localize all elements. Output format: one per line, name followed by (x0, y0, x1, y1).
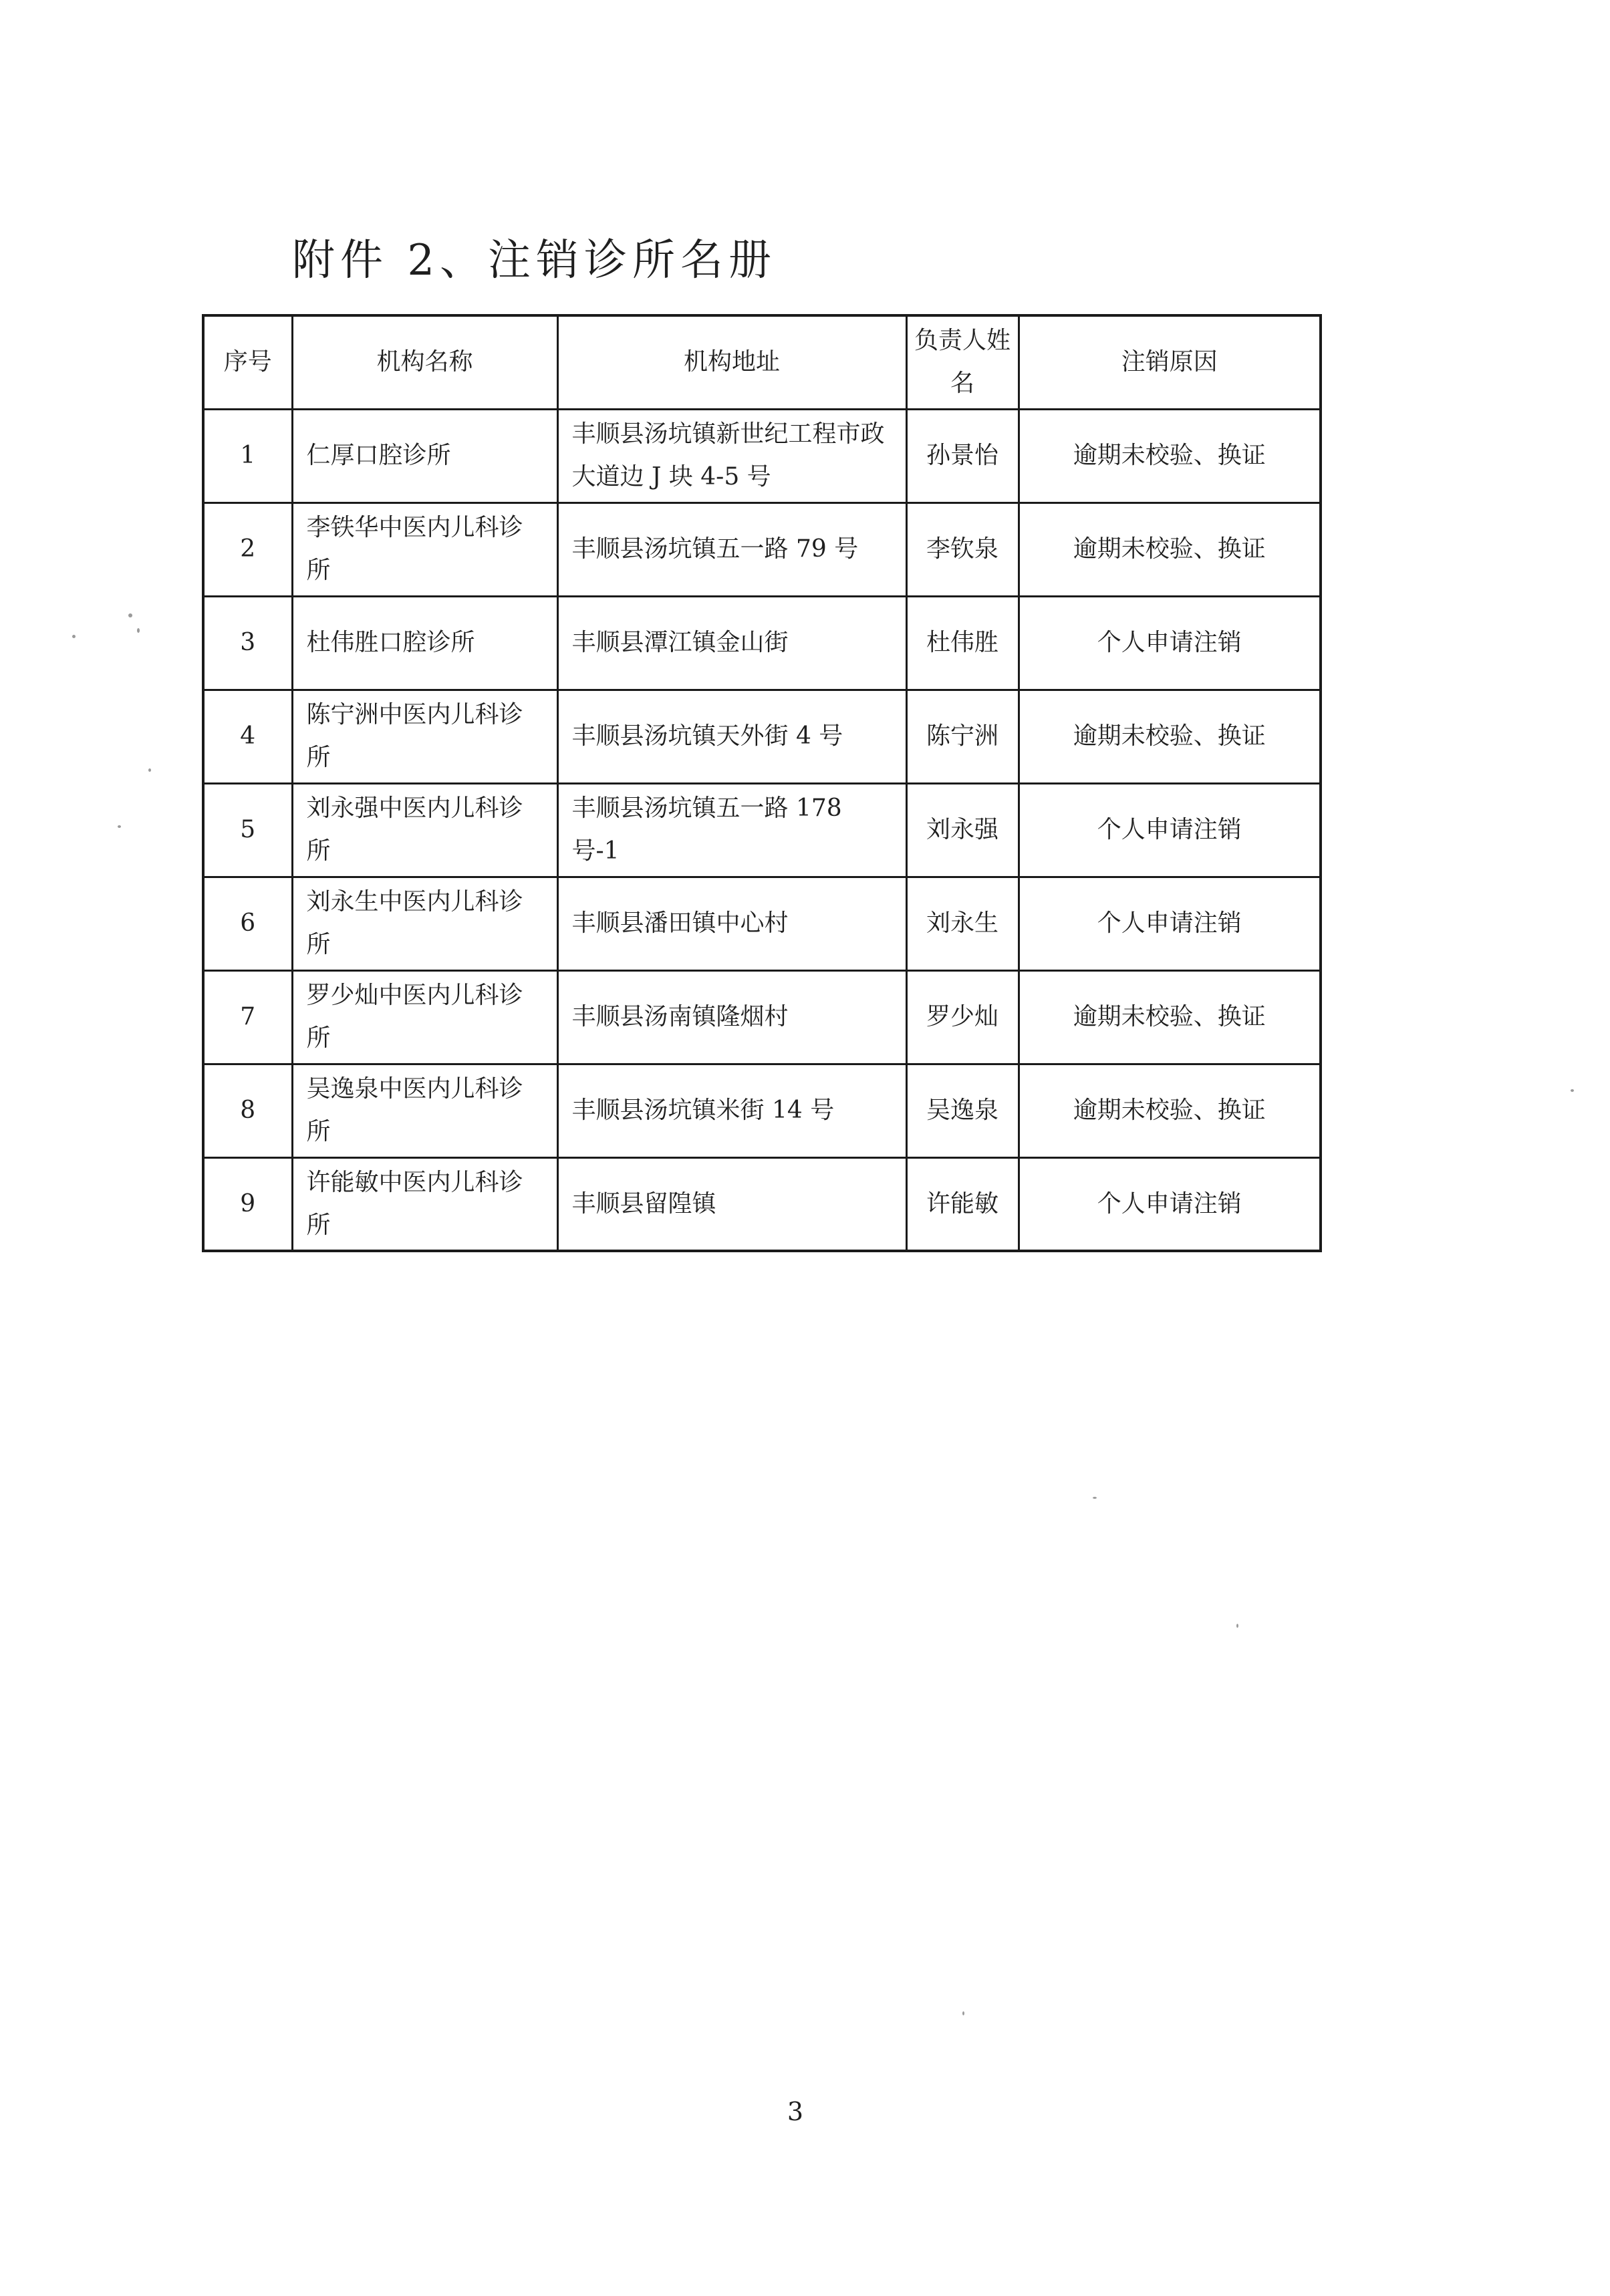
row-address: 丰顺县潘田镇中心村 (557, 877, 906, 970)
table-row (203, 783, 1321, 877)
row-address: 丰顺县汤南镇隆烟村 (557, 970, 906, 1064)
table-row (203, 1157, 1321, 1251)
row-index: 2 (203, 503, 292, 596)
row-person: 陈宁洲 (906, 690, 1019, 783)
table-row (203, 503, 1321, 596)
table-row (203, 690, 1321, 783)
table-header-row (203, 315, 1321, 409)
clinic-cancellation-table (202, 314, 1322, 1252)
row-index: 4 (203, 690, 292, 783)
scan-speck (1093, 1497, 1097, 1499)
scan-speck (137, 628, 140, 633)
row-reason: 逾期未校验、换证 (1019, 409, 1321, 503)
page-number: 3 (787, 2097, 804, 2126)
row-reason: 个人申请注销 (1019, 783, 1321, 877)
row-name: 刘永生中医内儿科诊所 (292, 877, 557, 970)
row-address: 丰顺县汤坑镇五一路 178 号-1 (557, 783, 906, 877)
row-name: 仁厚口腔诊所 (292, 409, 557, 503)
header-person: 负责人姓名 (906, 315, 1019, 409)
table-row (203, 1064, 1321, 1157)
row-name: 刘永强中医内儿科诊所 (292, 783, 557, 877)
scan-speck (118, 825, 121, 828)
row-person: 吴逸泉 (906, 1064, 1019, 1157)
table-row (203, 409, 1321, 503)
row-person: 刘永生 (906, 877, 1019, 970)
row-person: 孙景怡 (906, 409, 1019, 503)
row-name: 杜伟胜口腔诊所 (292, 596, 557, 690)
row-name: 罗少灿中医内儿科诊所 (292, 970, 557, 1064)
header-index: 序号 (203, 315, 292, 409)
row-index: 8 (203, 1064, 292, 1157)
row-name: 吴逸泉中医内儿科诊所 (292, 1064, 557, 1157)
row-address: 丰顺县汤坑镇新世纪工程市政大道边 J 块 4-5 号 (557, 409, 906, 503)
row-index: 9 (203, 1157, 292, 1251)
header-reason: 注销原因 (1019, 315, 1321, 409)
row-reason: 逾期未校验、换证 (1019, 503, 1321, 596)
scan-speck (1236, 1624, 1238, 1628)
table-row (203, 970, 1321, 1064)
table-row (203, 596, 1321, 690)
row-person: 刘永强 (906, 783, 1019, 877)
row-reason: 逾期未校验、换证 (1019, 1064, 1321, 1157)
row-person: 许能敏 (906, 1157, 1019, 1251)
row-name: 李铁华中医内儿科诊所 (292, 503, 557, 596)
row-name: 陈宁洲中医内儿科诊所 (292, 690, 557, 783)
row-reason: 逾期未校验、换证 (1019, 970, 1321, 1064)
scan-speck (1571, 1089, 1574, 1092)
row-index: 5 (203, 783, 292, 877)
row-index: 6 (203, 877, 292, 970)
row-person: 李钦泉 (906, 503, 1019, 596)
header-name: 机构名称 (292, 315, 557, 409)
row-person: 罗少灿 (906, 970, 1019, 1064)
row-address: 丰顺县汤坑镇五一路 79 号 (557, 503, 906, 596)
scan-speck (962, 2011, 964, 2015)
row-address: 丰顺县汤坑镇天外街 4 号 (557, 690, 906, 783)
row-reason: 个人申请注销 (1019, 877, 1321, 970)
scan-speck (128, 613, 132, 617)
row-index: 3 (203, 596, 292, 690)
row-address: 丰顺县留隍镇 (557, 1157, 906, 1251)
row-person: 杜伟胜 (906, 596, 1019, 690)
row-address: 丰顺县汤坑镇米街 14 号 (557, 1064, 906, 1157)
row-name: 许能敏中医内儿科诊所 (292, 1157, 557, 1251)
row-reason: 个人申请注销 (1019, 596, 1321, 690)
row-reason: 个人申请注销 (1019, 1157, 1321, 1251)
scan-speck (148, 768, 151, 772)
row-index: 7 (203, 970, 292, 1064)
page-title: 附件 2、注销诊所名册 (292, 236, 777, 285)
header-address: 机构地址 (557, 315, 906, 409)
table-row (203, 877, 1321, 970)
row-address: 丰顺县潭江镇金山街 (557, 596, 906, 690)
row-index: 1 (203, 409, 292, 503)
scan-speck (72, 635, 76, 638)
row-reason: 逾期未校验、换证 (1019, 690, 1321, 783)
